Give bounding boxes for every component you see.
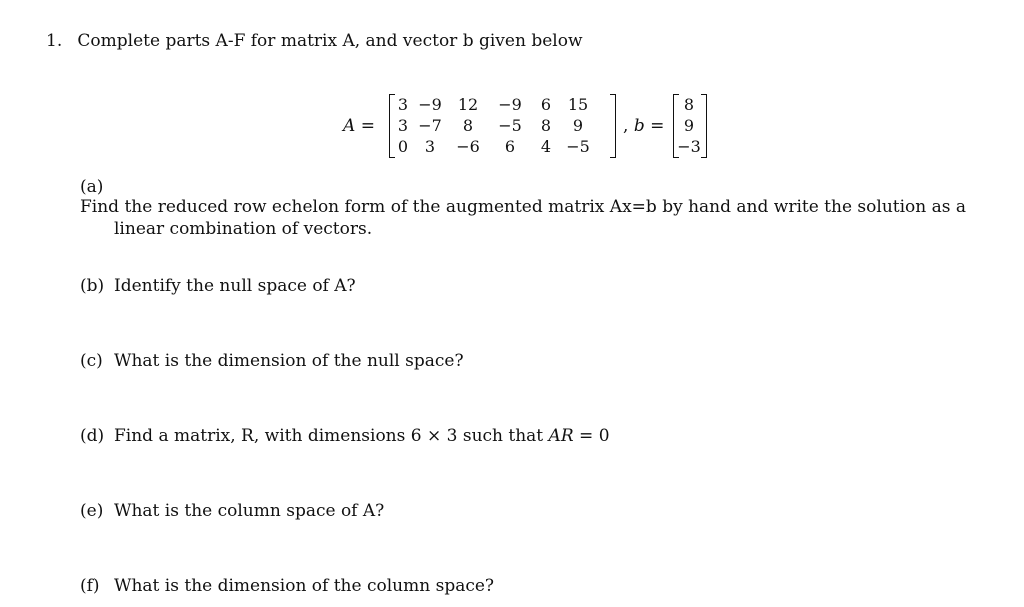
part-f-label: (f) bbox=[80, 576, 100, 596]
matrix-cell: −9 bbox=[418, 95, 442, 114]
matrix-equation bbox=[343, 92, 723, 162]
matrix-cell: 12 bbox=[457, 95, 479, 114]
vector-row bbox=[677, 115, 701, 136]
vector-label bbox=[623, 116, 664, 136]
matrix-label bbox=[343, 116, 375, 136]
part-f-text: What is the dimension of the column space? bbox=[114, 576, 495, 596]
matrix-a bbox=[394, 94, 596, 157]
matrix-cell: 3 bbox=[397, 116, 409, 135]
matrix-cell: −6 bbox=[456, 137, 480, 156]
matrix-cell: 3 bbox=[397, 95, 409, 114]
separator: , bbox=[623, 116, 629, 136]
equals-sign: = bbox=[360, 116, 375, 136]
part-b bbox=[80, 276, 356, 296]
part-d bbox=[80, 426, 610, 446]
part-a bbox=[80, 177, 1000, 239]
part-c-text: What is the dimension of the null space? bbox=[114, 351, 464, 371]
matrix-row bbox=[394, 115, 596, 136]
part-f bbox=[80, 576, 494, 596]
vector-cell: 9 bbox=[683, 116, 695, 135]
part-e-text: What is the column space of A? bbox=[114, 501, 385, 521]
vector-b bbox=[677, 94, 701, 157]
matrix-cell: 3 bbox=[424, 137, 436, 156]
part-b-text: Identify the null space of A? bbox=[114, 276, 356, 296]
part-d-text: Find a matrix, R, with dimensions 6 × 3 such that bbox=[114, 426, 544, 446]
part-a-label: (a) bbox=[80, 177, 104, 197]
question-header bbox=[46, 31, 583, 51]
matrix-row bbox=[394, 136, 596, 157]
part-d-label: (d) bbox=[80, 426, 105, 446]
matrix-cell: −7 bbox=[418, 116, 442, 135]
vector-right-bracket bbox=[701, 94, 707, 158]
matrix-right-bracket bbox=[610, 94, 616, 158]
part-a-text-line2: linear combination of vectors. bbox=[114, 219, 373, 239]
matrix-row bbox=[394, 94, 596, 115]
matrix-cell: 15 bbox=[567, 95, 589, 114]
part-c-label: (c) bbox=[80, 351, 103, 371]
part-d-math-lhs: AR bbox=[548, 426, 574, 446]
vector-row bbox=[677, 136, 701, 157]
matrix-cell: 0 bbox=[397, 137, 409, 156]
vector-name: b bbox=[633, 116, 645, 136]
vector-cell: 8 bbox=[683, 95, 695, 114]
vector-cell: −3 bbox=[677, 137, 701, 156]
vector-row bbox=[677, 94, 701, 115]
question-text: Complete parts A-F for matrix A, and vector b given below bbox=[77, 31, 583, 51]
part-b-label: (b) bbox=[80, 276, 105, 296]
matrix-name: A bbox=[343, 116, 356, 136]
part-c bbox=[80, 351, 464, 371]
part-a-text-line1: Find the reduced row echelon form of the augmented matrix Ax=b by hand and write the solution as a bbox=[80, 197, 967, 217]
matrix-cell: 4 bbox=[540, 137, 552, 156]
matrix-cell: −5 bbox=[498, 116, 522, 135]
matrix-cell: 8 bbox=[462, 116, 474, 135]
matrix-cell: −5 bbox=[566, 137, 590, 156]
part-e bbox=[80, 501, 384, 521]
part-d-math-eq: = bbox=[579, 426, 594, 446]
matrix-cell: −9 bbox=[498, 95, 522, 114]
matrix-cell: 9 bbox=[572, 116, 584, 135]
matrix-cell: 8 bbox=[540, 116, 552, 135]
part-d-math-rhs: 0 bbox=[598, 426, 610, 446]
equals-sign: = bbox=[650, 116, 665, 136]
part-e-label: (e) bbox=[80, 501, 104, 521]
matrix-cell: 6 bbox=[540, 95, 552, 114]
matrix-cell: 6 bbox=[504, 137, 516, 156]
question-number: 1. bbox=[46, 31, 63, 51]
